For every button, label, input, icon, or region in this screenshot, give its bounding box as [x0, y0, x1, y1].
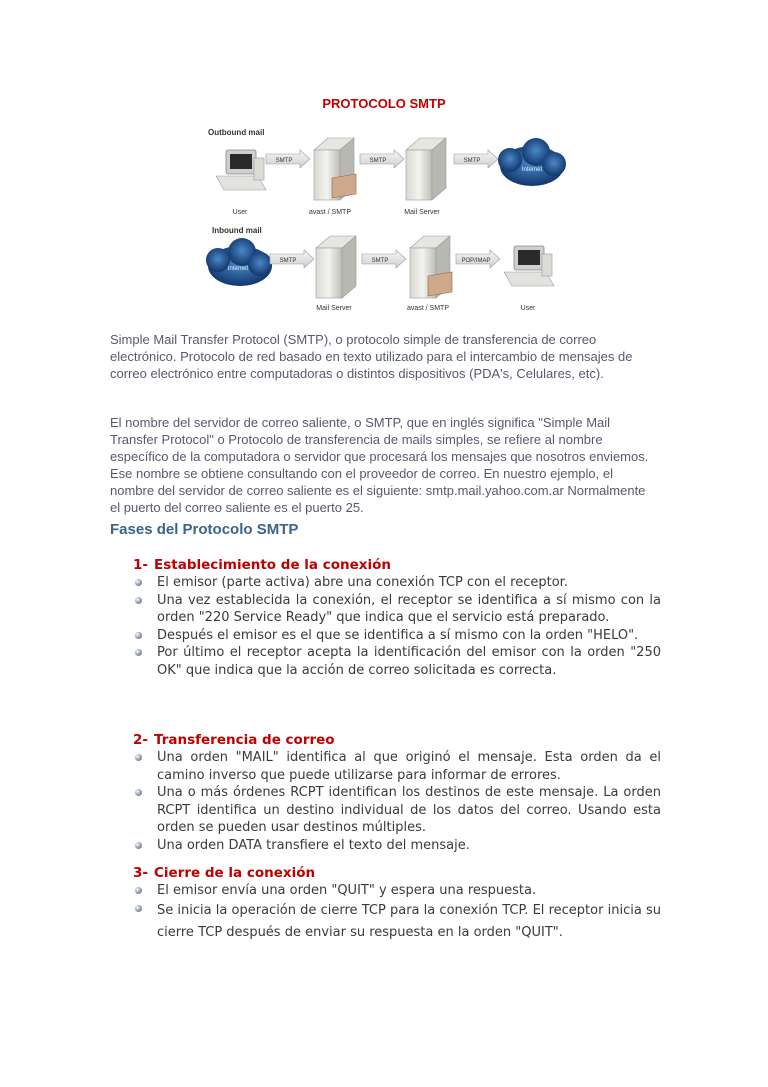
list-item: [133, 574, 661, 592]
phase-list: [133, 882, 661, 944]
node-label: Internet: [227, 266, 249, 272]
server-name-paragraph: El nombre del servidor de correo saliente, o SMTP, que en inglés significa "Simple Mail Transfer Protocol" o Protocolo de transferencia de mails simples, se refiere al nombre específico de la computadora o servidor que procesará los mensajes que nosotros enviemos. Ese nombre se obtiene consultando con el proveedor de correo. En nuestro ejemplo, el nombre del servidor de correo saliente es el siguiente: smtp.mail.yahoo.com.ar Normalmente el puerto del correo saliente es el puerto 25.: [110, 415, 649, 515]
outbound-mail-label: Outbound mail: [208, 128, 265, 137]
bullet-icon: [135, 754, 142, 761]
list-item-text: El emisor envía una orden "QUIT" y espera una respuesta.: [157, 883, 537, 898]
bullet-icon: [135, 905, 142, 912]
bullet-icon: [135, 597, 142, 604]
inbound-mail-label: Inbound mail: [212, 226, 262, 235]
smtp-flow-diagram: [196, 120, 576, 320]
list-item: [133, 749, 661, 784]
list-item-text: Una o más órdenes RCPT identifican los destinos de este mensaje. La orden RCPT identifica un destino individual de los datos del correo. Usando esta orden se pueden usar destinos múltiples.: [157, 785, 661, 835]
list-item: [133, 644, 661, 679]
phase-number: 2-: [133, 732, 148, 748]
internet-cloud-icon: [206, 238, 272, 286]
list-item: [133, 627, 661, 645]
phase-number: 1-: [133, 557, 148, 573]
node-label: avast / SMTP: [406, 305, 450, 312]
mail-server-icon: [316, 236, 356, 298]
phase-list: [133, 574, 661, 679]
bullet-icon: [135, 632, 142, 639]
page-title: PROTOCOLO SMTP: [322, 96, 446, 111]
list-item-text: Una vez establecida la conexión, el receptor se identifica a sí mismo con la orden "220 Service Ready" que indica que el servicio está preparado.: [157, 592, 661, 625]
arrow-label: SMTP: [275, 158, 293, 164]
bullet-icon: [135, 887, 142, 894]
list-item-text: Por último el receptor acepta la identificación del emisor con la orden "250 OK" que indica que la acción de correo solicitada es correcta.: [157, 645, 661, 678]
phase-list: [133, 749, 661, 854]
phase-section: [133, 557, 661, 679]
bullet-icon: [135, 579, 142, 586]
phase-section: [133, 732, 661, 854]
intro-paragraph: Simple Mail Transfer Protocol (SMTP), o protocolo simple de transferencia de correo electrónico. Protocolo de red basado en texto utilizado para el intercambio de mensajes de correo electrónico entre computadoras o distintos dispositivos (PDA's, Celulares, etc).: [110, 332, 633, 381]
bullet-icon: [135, 649, 142, 656]
list-item: [133, 882, 661, 900]
list-item: [133, 592, 661, 627]
user-computer-icon: [504, 246, 554, 286]
avast-server-icon: [410, 236, 452, 298]
node-label: User: [520, 305, 536, 312]
phase-title-text: Transferencia de correo: [154, 732, 335, 748]
list-item: [133, 837, 661, 855]
arrow-label: SMTP: [371, 258, 389, 264]
mail-server-icon: [406, 138, 446, 200]
node-label: Mail Server: [404, 209, 440, 216]
list-item-text: Se inicia la operación de cierre TCP para la conexión TCP. El receptor inicia su cierre TCP después de enviar su respuesta en la orden "QUIT".: [157, 902, 661, 940]
phase-number: 3-: [133, 865, 148, 881]
list-item-text: Una orden DATA transfiere el texto del mensaje.: [157, 837, 470, 853]
avast-server-icon: [314, 138, 356, 200]
bullet-icon: [135, 842, 142, 849]
phase-title: [133, 865, 661, 881]
node-label: User: [232, 209, 248, 216]
arrow-label: POP/IMAP: [461, 258, 491, 264]
internet-cloud-icon: [498, 138, 566, 186]
node-label: avast / SMTP: [308, 209, 352, 216]
node-label: Internet: [521, 167, 543, 173]
phase-title-text: Cierre de la conexión: [154, 865, 316, 881]
node-label: Mail Server: [316, 305, 352, 312]
user-computer-icon: [216, 150, 266, 190]
list-item: [133, 784, 661, 837]
list-item-text: El emisor (parte activa) abre una conexión TCP con el receptor.: [157, 575, 568, 590]
arrow-label: SMTP: [369, 158, 387, 164]
list-item-text: Una orden "MAIL" identifica al que originó el mensaje. Esta orden da el camino inverso que puede utilizarse para informar de errores.: [157, 750, 661, 783]
section-heading: Fases del Protocolo SMTP: [110, 521, 299, 538]
list-item: [133, 900, 661, 944]
phase-title-text: Establecimiento de la conexión: [154, 557, 392, 573]
phase-title: [133, 732, 661, 748]
arrow-label: SMTP: [279, 258, 297, 264]
arrow-label: SMTP: [463, 158, 481, 164]
phase-section: [133, 865, 661, 944]
list-item-text: Después el emisor es el que se identifica a sí mismo con la orden "HELO".: [157, 627, 639, 643]
phase-title: [133, 557, 661, 573]
bullet-icon: [135, 789, 142, 796]
